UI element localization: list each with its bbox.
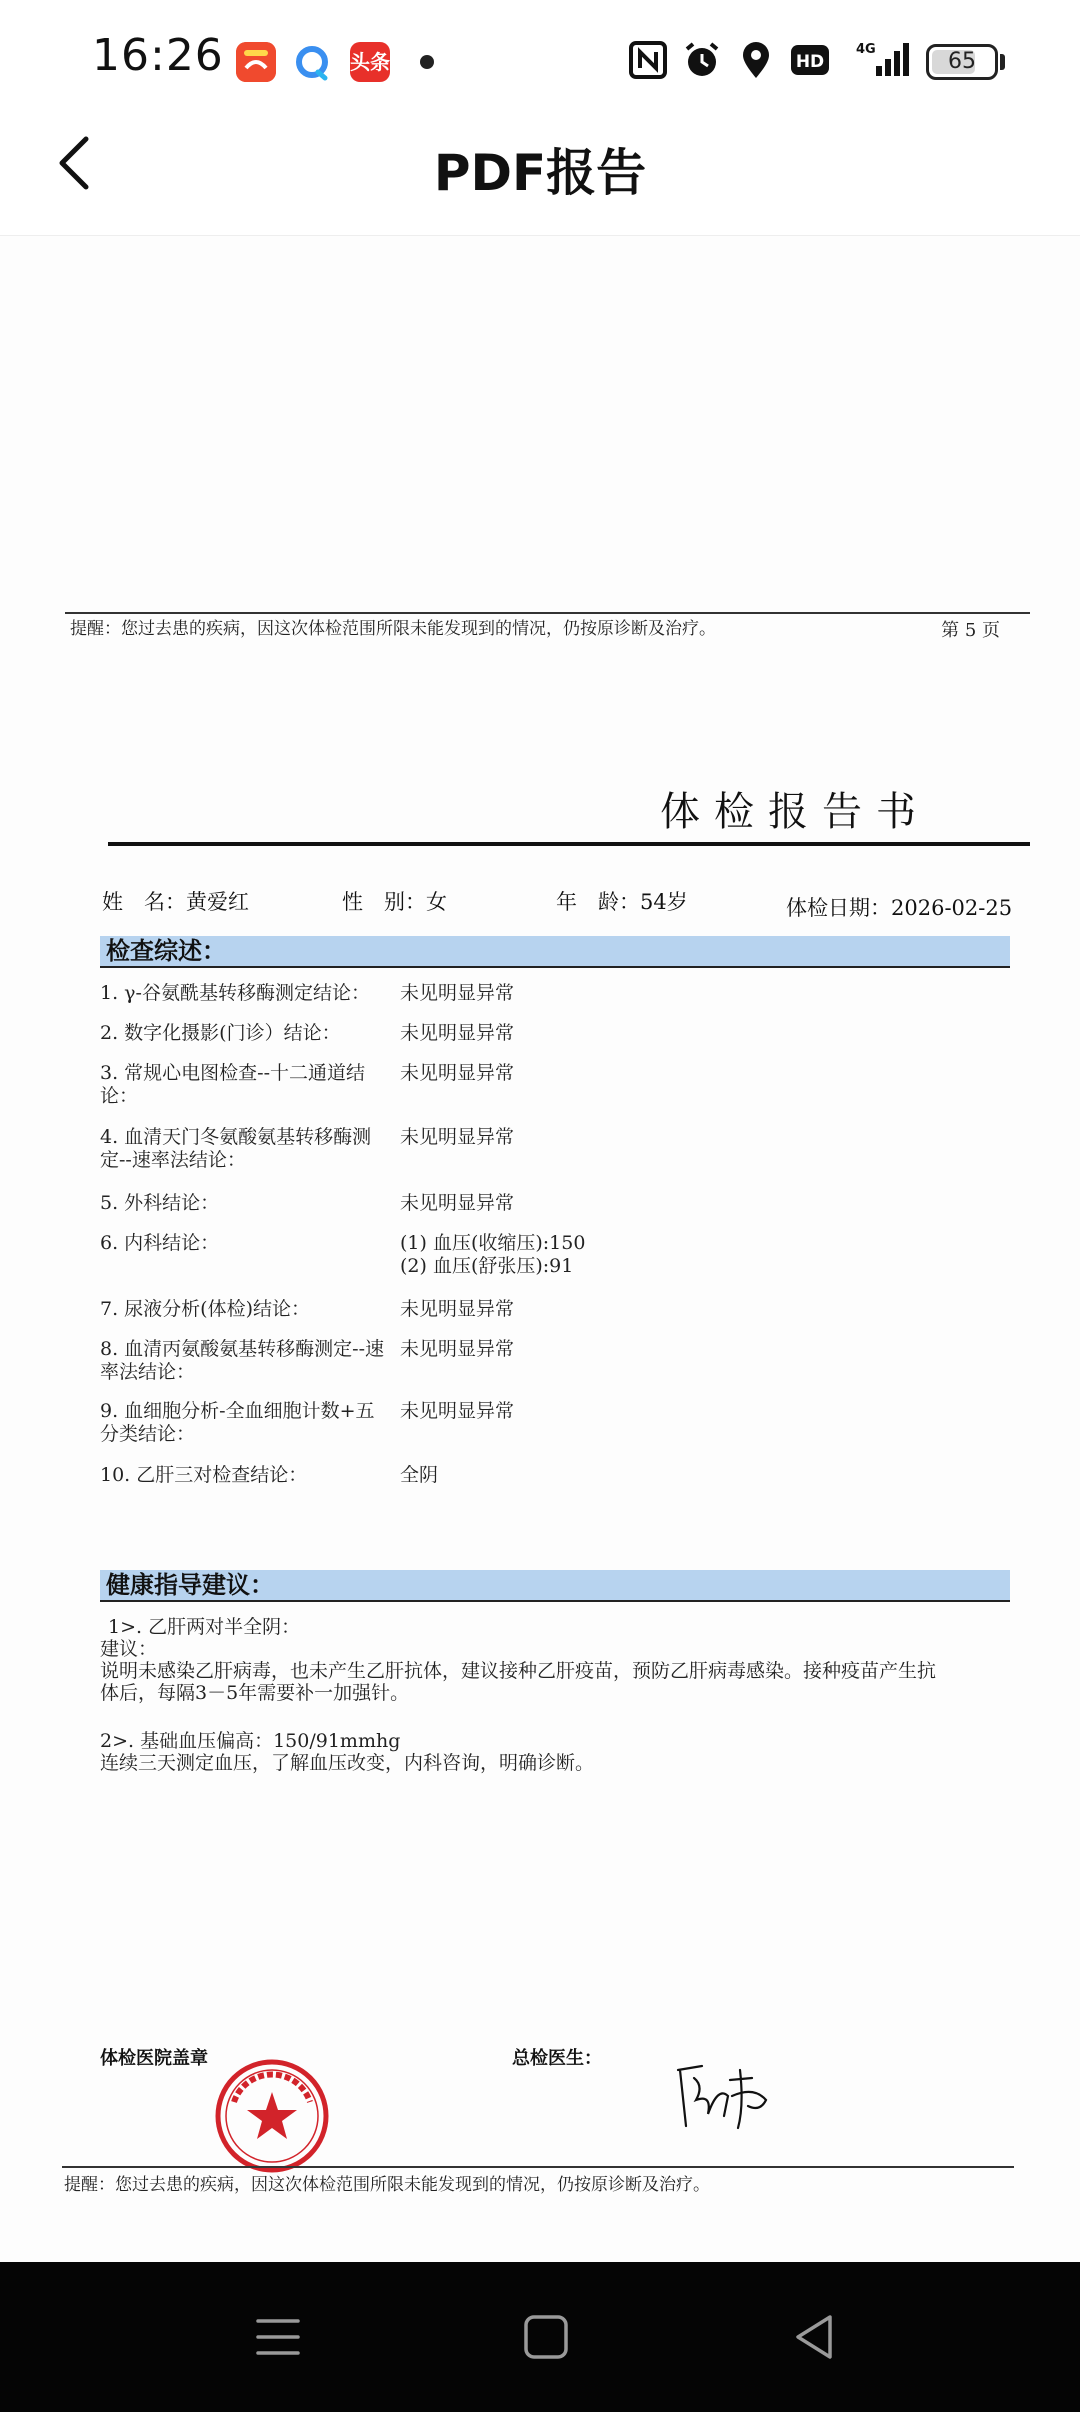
hospital-seal-label: 体检医院盖章 — [100, 2048, 208, 2069]
browser-icon — [292, 42, 332, 82]
title-rule — [108, 842, 1030, 846]
summary-item-value: 未见明显异常 — [400, 1400, 515, 1422]
page-title: PDF报告 — [433, 144, 647, 202]
advice-line: 1>. 乙肝两对半全阴： — [108, 1616, 301, 1638]
hospital-stamp — [212, 2056, 332, 2176]
summary-item-value: 未见明显异常 — [400, 1022, 515, 1044]
advice-title: 健康指导建议： — [106, 1571, 274, 1599]
summary-title: 检查综述： — [106, 937, 226, 965]
system-nav-bar — [0, 2262, 1080, 2412]
summary-item-label: 8. 血清丙氨酸氨基转移酶测定--速率法结论： — [100, 1338, 385, 1383]
summary-item-value: 未见明显异常 — [400, 1126, 515, 1148]
summary-item-label: 10. 乙肝三对检查结论： — [100, 1464, 308, 1486]
page-number: 第 5 页 — [941, 620, 1000, 641]
home-square-icon[interactable] — [516, 2307, 576, 2367]
svg-text:HD: HD — [795, 52, 825, 72]
exam-date: 体检日期：2026-02-25 — [786, 896, 1013, 920]
toutiao-app-icon — [350, 42, 390, 82]
status-bar — [0, 0, 1080, 120]
doctor-label: 总检医生： — [512, 2048, 602, 2069]
summary-item-label: 3. 常规心电图检查--十二通道结论： — [100, 1062, 366, 1107]
summary-item-value: 全阴 — [400, 1464, 439, 1486]
back-triangle-icon[interactable] — [784, 2307, 844, 2367]
app-header — [0, 120, 1080, 236]
summary-item-label: 9. 血细胞分析-全血细胞计数+五分类结论： — [100, 1400, 375, 1445]
doctor-signature — [674, 2056, 774, 2136]
summary-item-label: 1. γ-谷氨酰基转移酶测定结论： — [100, 982, 370, 1004]
summary-item-label: 6. 内科结论： — [100, 1232, 220, 1254]
summary-item-value: (1) 血压(收缩压):150 (2) 血压(舒张压):91 — [400, 1232, 586, 1277]
summary-item-value: 未见明显异常 — [400, 1298, 515, 1320]
menu-icon[interactable] — [248, 2307, 308, 2367]
battery-percentage: 65 — [948, 49, 976, 74]
summary-item-value: 未见明显异常 — [400, 1192, 515, 1214]
report-title: 体检报告书 — [660, 789, 930, 835]
nfc-icon — [628, 40, 668, 80]
app-icon — [236, 42, 276, 82]
summary-section-header — [100, 936, 1010, 968]
hd-icon — [790, 40, 830, 80]
toutiao-label: 头条 — [350, 50, 390, 74]
advice-line: 体后，每隔3－5年需要补一加强针。 — [100, 1682, 410, 1704]
summary-item-label: 5. 外科结论： — [100, 1192, 220, 1214]
summary-item-value: 未见明显异常 — [400, 982, 515, 1004]
summary-item-label: 7. 尿液分析(体检)结论： — [100, 1298, 310, 1320]
alarm-icon — [682, 40, 722, 80]
advice-section-header — [100, 1570, 1010, 1602]
summary-item-value: 未见明显异常 — [400, 1062, 515, 1084]
summary-item-label: 2. 数字化摄影(门诊）结论： — [100, 1022, 341, 1044]
advice-line: 连续三天测定血压，了解血压改变，内科咨询，明确诊断。 — [100, 1752, 595, 1774]
patient-age: 年 龄：54岁 — [556, 890, 688, 914]
previous-page-footer: 提醒：您过去患的疾病，因这次体检范围所限未能发现到的情况，仍按原诊断及治疗。 — [70, 619, 716, 639]
status-time: 16:26 — [92, 30, 224, 81]
pdf-viewer[interactable] — [0, 236, 1080, 2262]
location-icon — [736, 40, 776, 80]
footer-rule — [62, 2166, 1014, 2168]
svg-text:4G: 4G — [856, 42, 876, 57]
advice-line: 建议： — [100, 1638, 158, 1660]
more-notifications-icon — [420, 55, 434, 69]
patient-gender: 性 别：女 — [342, 890, 447, 914]
advice-line: 2>. 基础血压偏高：150/91mmhg — [100, 1730, 401, 1752]
summary-item-value: 未见明显异常 — [400, 1338, 515, 1360]
battery-icon — [926, 44, 998, 80]
advice-line: 说明未感染乙肝病毒，也未产生乙肝抗体，建议接种乙肝疫苗，预防乙肝病毒感染。接种疫苗产生抗 — [100, 1660, 937, 1682]
battery-tip — [1000, 54, 1005, 70]
signal-4g-icon — [846, 40, 910, 80]
page-footer: 提醒：您过去患的疾病，因这次体检范围所限未能发现到的情况，仍按原诊断及治疗。 — [64, 2175, 710, 2195]
patient-name: 姓 名：黄爱红 — [102, 890, 249, 914]
summary-item-label: 4. 血清天门冬氨酸氨基转移酶测定--速率法结论： — [100, 1126, 372, 1171]
